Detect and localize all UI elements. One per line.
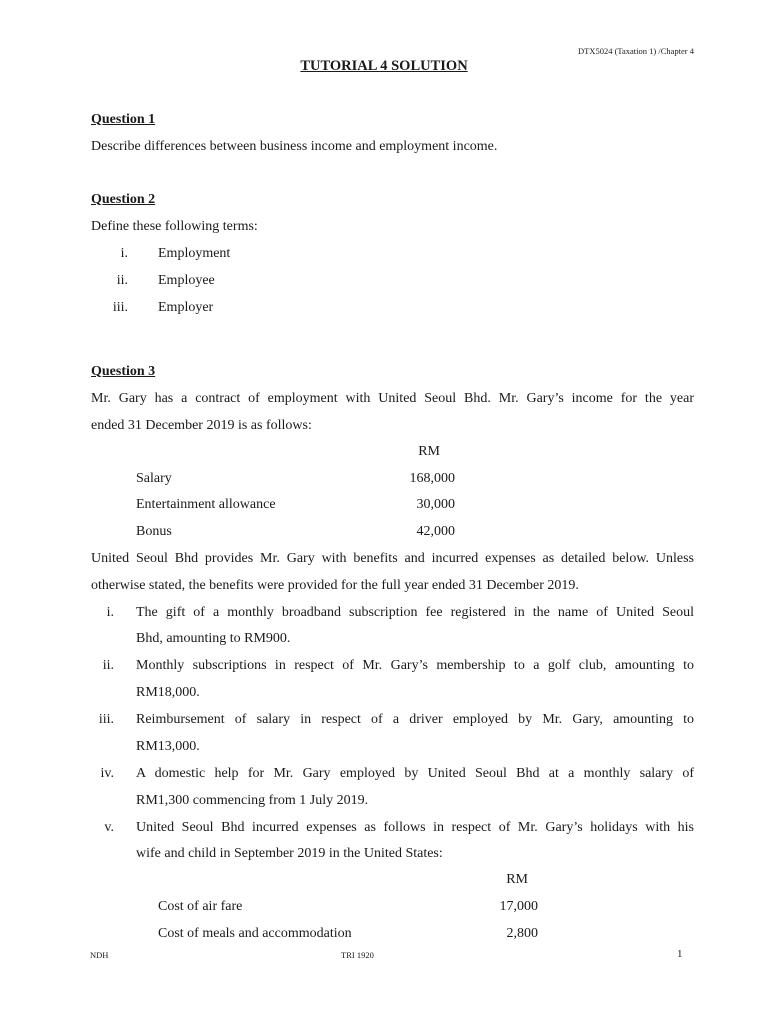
holiday-currency-header: RM [506, 872, 528, 887]
term-employee: Employee [158, 273, 215, 288]
item-number: iii. [98, 712, 114, 727]
item-number: iv. [100, 766, 114, 781]
footer-left: NDH [90, 950, 109, 960]
page-number: 1 [677, 948, 683, 960]
item-number: i. [106, 605, 114, 620]
question-1-heading: Question 1 [91, 112, 156, 127]
benefits-intro-line: United Seoul Bhd provides Mr. Gary with benefits and incurred expenses as detailed below. Unless [91, 551, 694, 566]
item-number: ii. [102, 658, 114, 673]
item-text-line: Reimbursement of salary in respect of a driver employed by Mr. Gary, amounting to [136, 712, 694, 727]
header-reference: DTX5024 (Taxation 1) /Chapter 4 [577, 46, 694, 56]
holiday-cost-label: Cost of air fare [158, 899, 243, 914]
item-text-line: Bhd, amounting to RM900. [136, 631, 291, 646]
item-text-line: United Seoul Bhd incurred expenses as follows in respect of Mr. Gary’s holidays with his [136, 820, 694, 835]
item-text-line: RM1,300 commencing from 1 July 2019. [136, 793, 369, 808]
document-title: TUTORIAL 4 SOLUTION [300, 58, 468, 74]
income-currency-header: RM [418, 444, 440, 459]
income-label: Salary [136, 471, 172, 486]
question-2-heading: Question 2 [91, 192, 156, 207]
holiday-cost-amount: 2,800 [506, 926, 538, 941]
income-amount: 30,000 [416, 497, 455, 512]
item-text-line: Monthly subscriptions in respect of Mr. Gary’s membership to a golf club, amounting to [136, 658, 694, 673]
footer-center: TRI 1920 [341, 950, 374, 960]
item-text-line: RM18,000. [136, 685, 200, 700]
term-employer: Employer [158, 300, 214, 315]
term-employment: Employment [158, 246, 231, 261]
question-3-intro-line: Mr. Gary has a contract of employment with United Seoul Bhd. Mr. Gary’s income for the year [91, 391, 694, 406]
income-amount: 42,000 [416, 524, 455, 539]
question-2-intro: Define these following terms: [91, 219, 258, 234]
item-number: v. [104, 820, 114, 835]
holiday-cost-amount: 17,000 [499, 899, 538, 914]
term-number: ii. [116, 273, 128, 288]
benefits-intro-line: otherwise stated, the benefits were provided for the full year ended 31 December 2019. [91, 578, 579, 593]
item-text-line: The gift of a monthly broadband subscription fee registered in the name of United Seoul [136, 605, 694, 620]
item-text-line: A domestic help for Mr. Gary employed by United Seoul Bhd at a monthly salary of [136, 766, 694, 781]
question-3-intro-line: ended 31 December 2019 is as follows: [91, 418, 312, 433]
question-3-heading: Question 3 [91, 364, 156, 379]
question-1-text: Describe differences between business income and employment income. [91, 139, 498, 154]
holiday-cost-label: Cost of meals and accommodation [158, 926, 352, 941]
term-number: i. [120, 246, 128, 261]
income-label: Bonus [136, 524, 172, 539]
income-amount: 168,000 [409, 471, 455, 486]
item-text-line: RM13,000. [136, 739, 200, 754]
item-text-line: wife and child in September 2019 in the United States: [136, 846, 443, 861]
income-label: Entertainment allowance [136, 497, 276, 512]
term-number: iii. [112, 300, 128, 315]
